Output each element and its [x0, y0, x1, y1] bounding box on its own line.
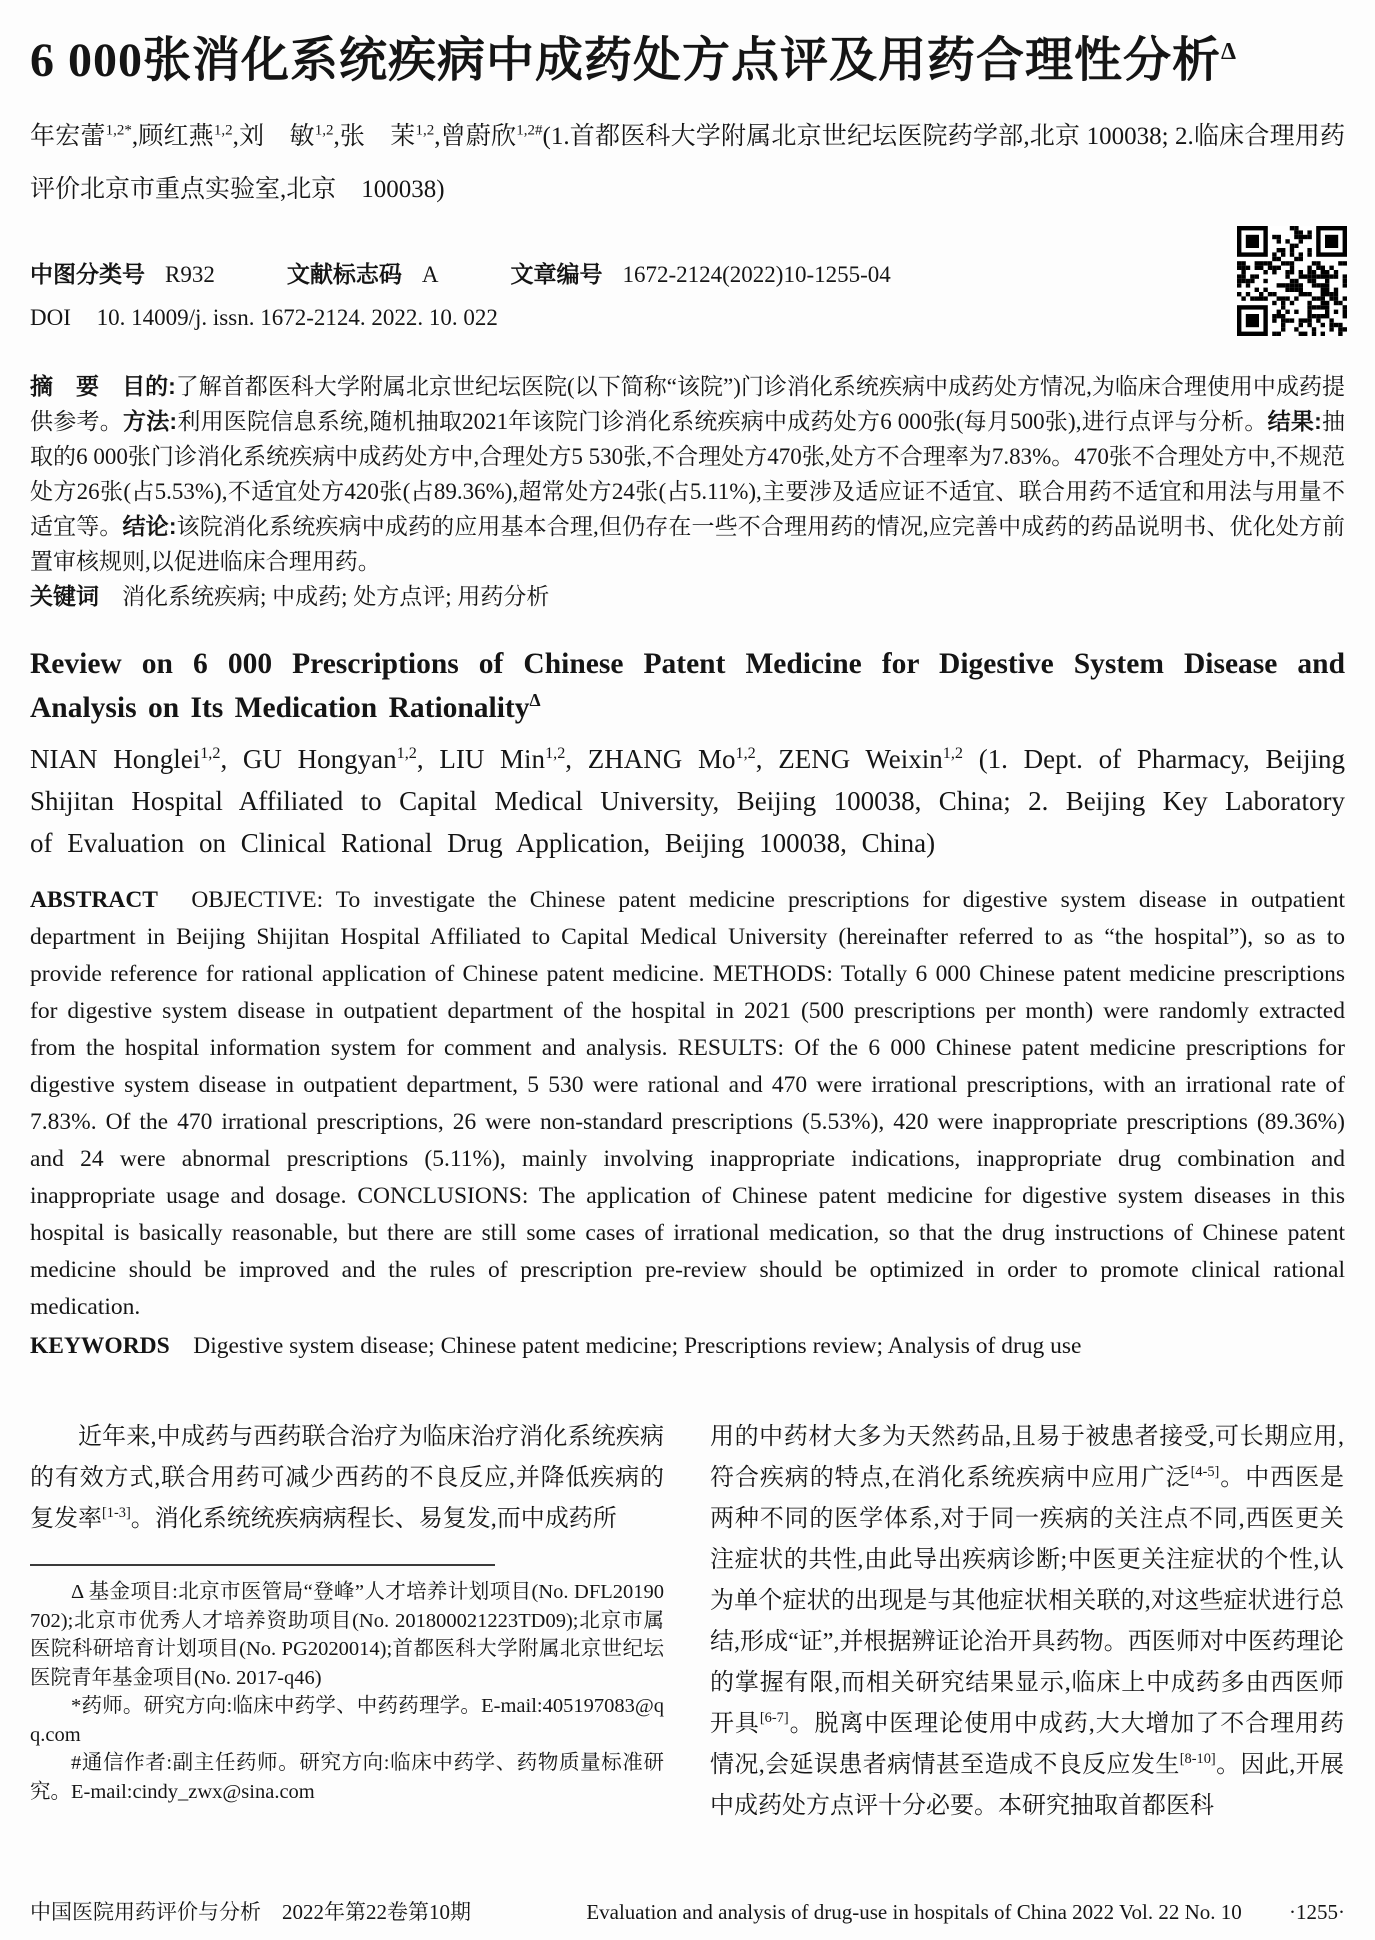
footer-page-number: ·1255·	[1289, 1900, 1345, 1924]
doi-label: DOI	[30, 305, 71, 330]
two-column-body	[30, 1417, 1345, 1827]
right-column	[710, 1417, 1344, 1827]
footnote-fund-project: Δ 基金项目:北京市医管局“登峰”人才培养计划项目(No. DFL20190702);北京市优秀人才培养资助项目(No. 201800021223TD09);北京市属医院科研培育计划项目(No. PG2020014);首都医科大学附属北京世纪坛医院青年基金项目(No. 2017-q46)	[30, 1581, 664, 1689]
article-title-cn: 6 000张消化系统疾病中成药处方点评及用药合理性分析$^\Delta$	[30, 34, 1238, 87]
footer-right-group	[586, 1900, 1345, 1925]
footer-journal-title-cn: 中国医院用药评价与分析 2022年第22卷第10期	[30, 1900, 471, 1924]
document-code-label: 文献标志码	[286, 261, 402, 287]
qr-code-graphic	[1237, 226, 1347, 336]
authors-cn: 年宏蕾$^{1,2*}$,顾红燕$^{1,2}$,刘 敏$^{1,2}$,张 茉$^{1,2}$,曾蔚欣$^{1,2\#}$(1.首都医科大学附属北京世纪坛医院药学部,北京 100038; 2.临床合理用药评价北京市重点实验室,北京 100038)	[30, 122, 1345, 203]
authors-en: NIAN Honglei$^{1,2}$, GU Hongyan$^{1,2}$, LIU Min$^{1,2}$, ZHANG Mo$^{1,2}$, ZENG Weixin$^{1,2}$ (1. Dept. of Pharmacy, Beijing Shijitan Hospital Affiliated to Capital Medical University, Beijing 100038, China; 2. Beijing Key Laboratory of Evaluation on Clinical Rational Drug Application, Beijing 100038, China)	[30, 744, 1346, 858]
abstract-cn: 摘 要 目的:了解首都医科大学附属北京世纪坛医院(以下简称“该院”)门诊消化系统疾病中成药处方情况,为临床合理使用中成药提供参考。方法:利用医院信息系统,随机抽取2021年该院门诊消化系统疾病中成药处方6 000张(每月500张),进行点评与分析。结果:抽取的6 000张门诊消化系统疾病中成药处方中,合理处方5 530张,不合理处方470张,处方不合理率为7.83%。470张不合理处方中,不规范处方26张(占5.53%),不适宜处方420张(占89.36%),超常处方24张(占5.11%),主要涉及适应证不适宜、联合用药不适宜和用法与用量不适宜等。结论:该院消化系统疾病中成药的应用基本合理,但仍存在一些不合理用药的情况,应完善中成药的药品说明书、优化处方前置审核规则,以促进临床合理用药。	[30, 373, 1346, 574]
article-title-en: Review on 6 000 Prescriptions of Chinese Patent Medicine for Digestive System Disease and Analysis on Its Medication Rationality$^\Delta$	[30, 648, 1345, 724]
doi-value: 10. 14009/j. issn. 1672-2124. 2022. 10. 022	[96, 305, 498, 330]
qr-code	[1237, 226, 1347, 336]
document-code	[287, 256, 439, 289]
keywords-cn: 关键词 消化系统疾病; 中成药; 处方点评; 用药分析	[30, 583, 550, 609]
clc-value: R932	[165, 262, 215, 287]
clc-number	[30, 256, 215, 289]
article-id	[510, 256, 890, 289]
page-footer	[30, 1896, 1345, 1926]
abstract-en: ABSTRACT OBJECTIVE: To investigate the Chinese patent medicine prescriptions for digestive system disease in outpatient department in Beijing Shijitan Hospital Affiliated to Capital Medical University (hereinafter referred to as “the hospital”), so as to provide reference for rational application of Chinese patent medicine. METHODS: Totally 6 000 Chinese patent medicine prescriptions for digestive system disease in outpatient department of the hospital in 2021 (500 prescriptions per month) were randomly extracted from the hospital information system for comment and analysis. RESULTS: Of the 6 000 Chinese patent medicine prescriptions for digestive system disease in outpatient department, 5 530 were rational and 470 were irrational prescriptions, with an irrational rate of 7.83%. Of the 470 irrational prescriptions, 26 were non-standard prescriptions (5.53%), 420 were inappropriate prescriptions (89.36%) and 24 were abnormal prescriptions (5.11%), mainly involving inappropriate indications, inappropriate drug combination and inappropriate usage and dosage. CONCLUSIONS: The application of Chinese patent medicine for digestive system diseases in this hospital is basically reasonable, but there are still some cases of irrational medication, so that the drug instructions of Chinese patent medicine should be improved and the rules of prescription pre-review should be optimized in order to promote clinical rational medication.	[30, 887, 1345, 1320]
body-paragraph-left: 近年来,中成药与西药联合治疗为临床治疗消化系统疾病的有效方式,联合用药可减少西药的不良反应,并降低疾病的复发率[1-3]。消化系统统疾病病程长、易复发,而中成药所	[30, 1424, 664, 1532]
body-paragraph-right: 用的中药材大多为天然药品,且易于被患者接受,可长期应用,符合疾病的特点,在消化系统疾病中应用广泛[4-5]。中西医是两种不同的医学体系,对于同一疾病的关注点不同,西医更关注症状的共性,由此导出疾病诊断;中医更关注症状的个性,认为单个症状的出现是与其他症状相关联的,对这些症状进行总结,形成“证”,并根据辨证论治开具药物。西医师对中医药理论的掌握有限,而相关研究结果显示,临床上中成药多由西医师开具[6-7]。脱离中医理论使用中成药,大大增加了不合理用药情况,会延误患者病情甚至造成不良反应发生[8-10]。因此,开展中成药处方点评十分必要。本研究抽取首都医科	[710, 1424, 1345, 1819]
clc-label: 中图分类号	[30, 261, 145, 287]
doi-line	[30, 305, 1345, 331]
footer-journal-title-en: Evaluation and analysis of drug-use in hospitals of China 2022 Vol. 22 No. 10	[586, 1900, 1242, 1924]
document-code-value: A	[421, 262, 439, 287]
article-id-label: 文章编号	[510, 261, 603, 287]
footnote-first-author: *药师。研究方向:临床中药学、中药药理学。E-mail:405197083@qq.com	[30, 1695, 664, 1746]
keywords-en: KEYWORDS Digestive system disease; Chinese patent medicine; Prescriptions review; Analysis of drug use	[30, 1333, 1082, 1359]
article-meta-row	[30, 256, 1345, 289]
left-column	[30, 1417, 664, 1827]
article-id-value: 1672-2124(2022)10-1255-04	[622, 262, 891, 287]
footnote-divider	[30, 1564, 495, 1566]
footnote-corresponding-author: #通信作者:副主任药师。研究方向:临床中药学、药物质量标准研究。E-mail:cindy_zwx@sina.com	[30, 1752, 664, 1803]
